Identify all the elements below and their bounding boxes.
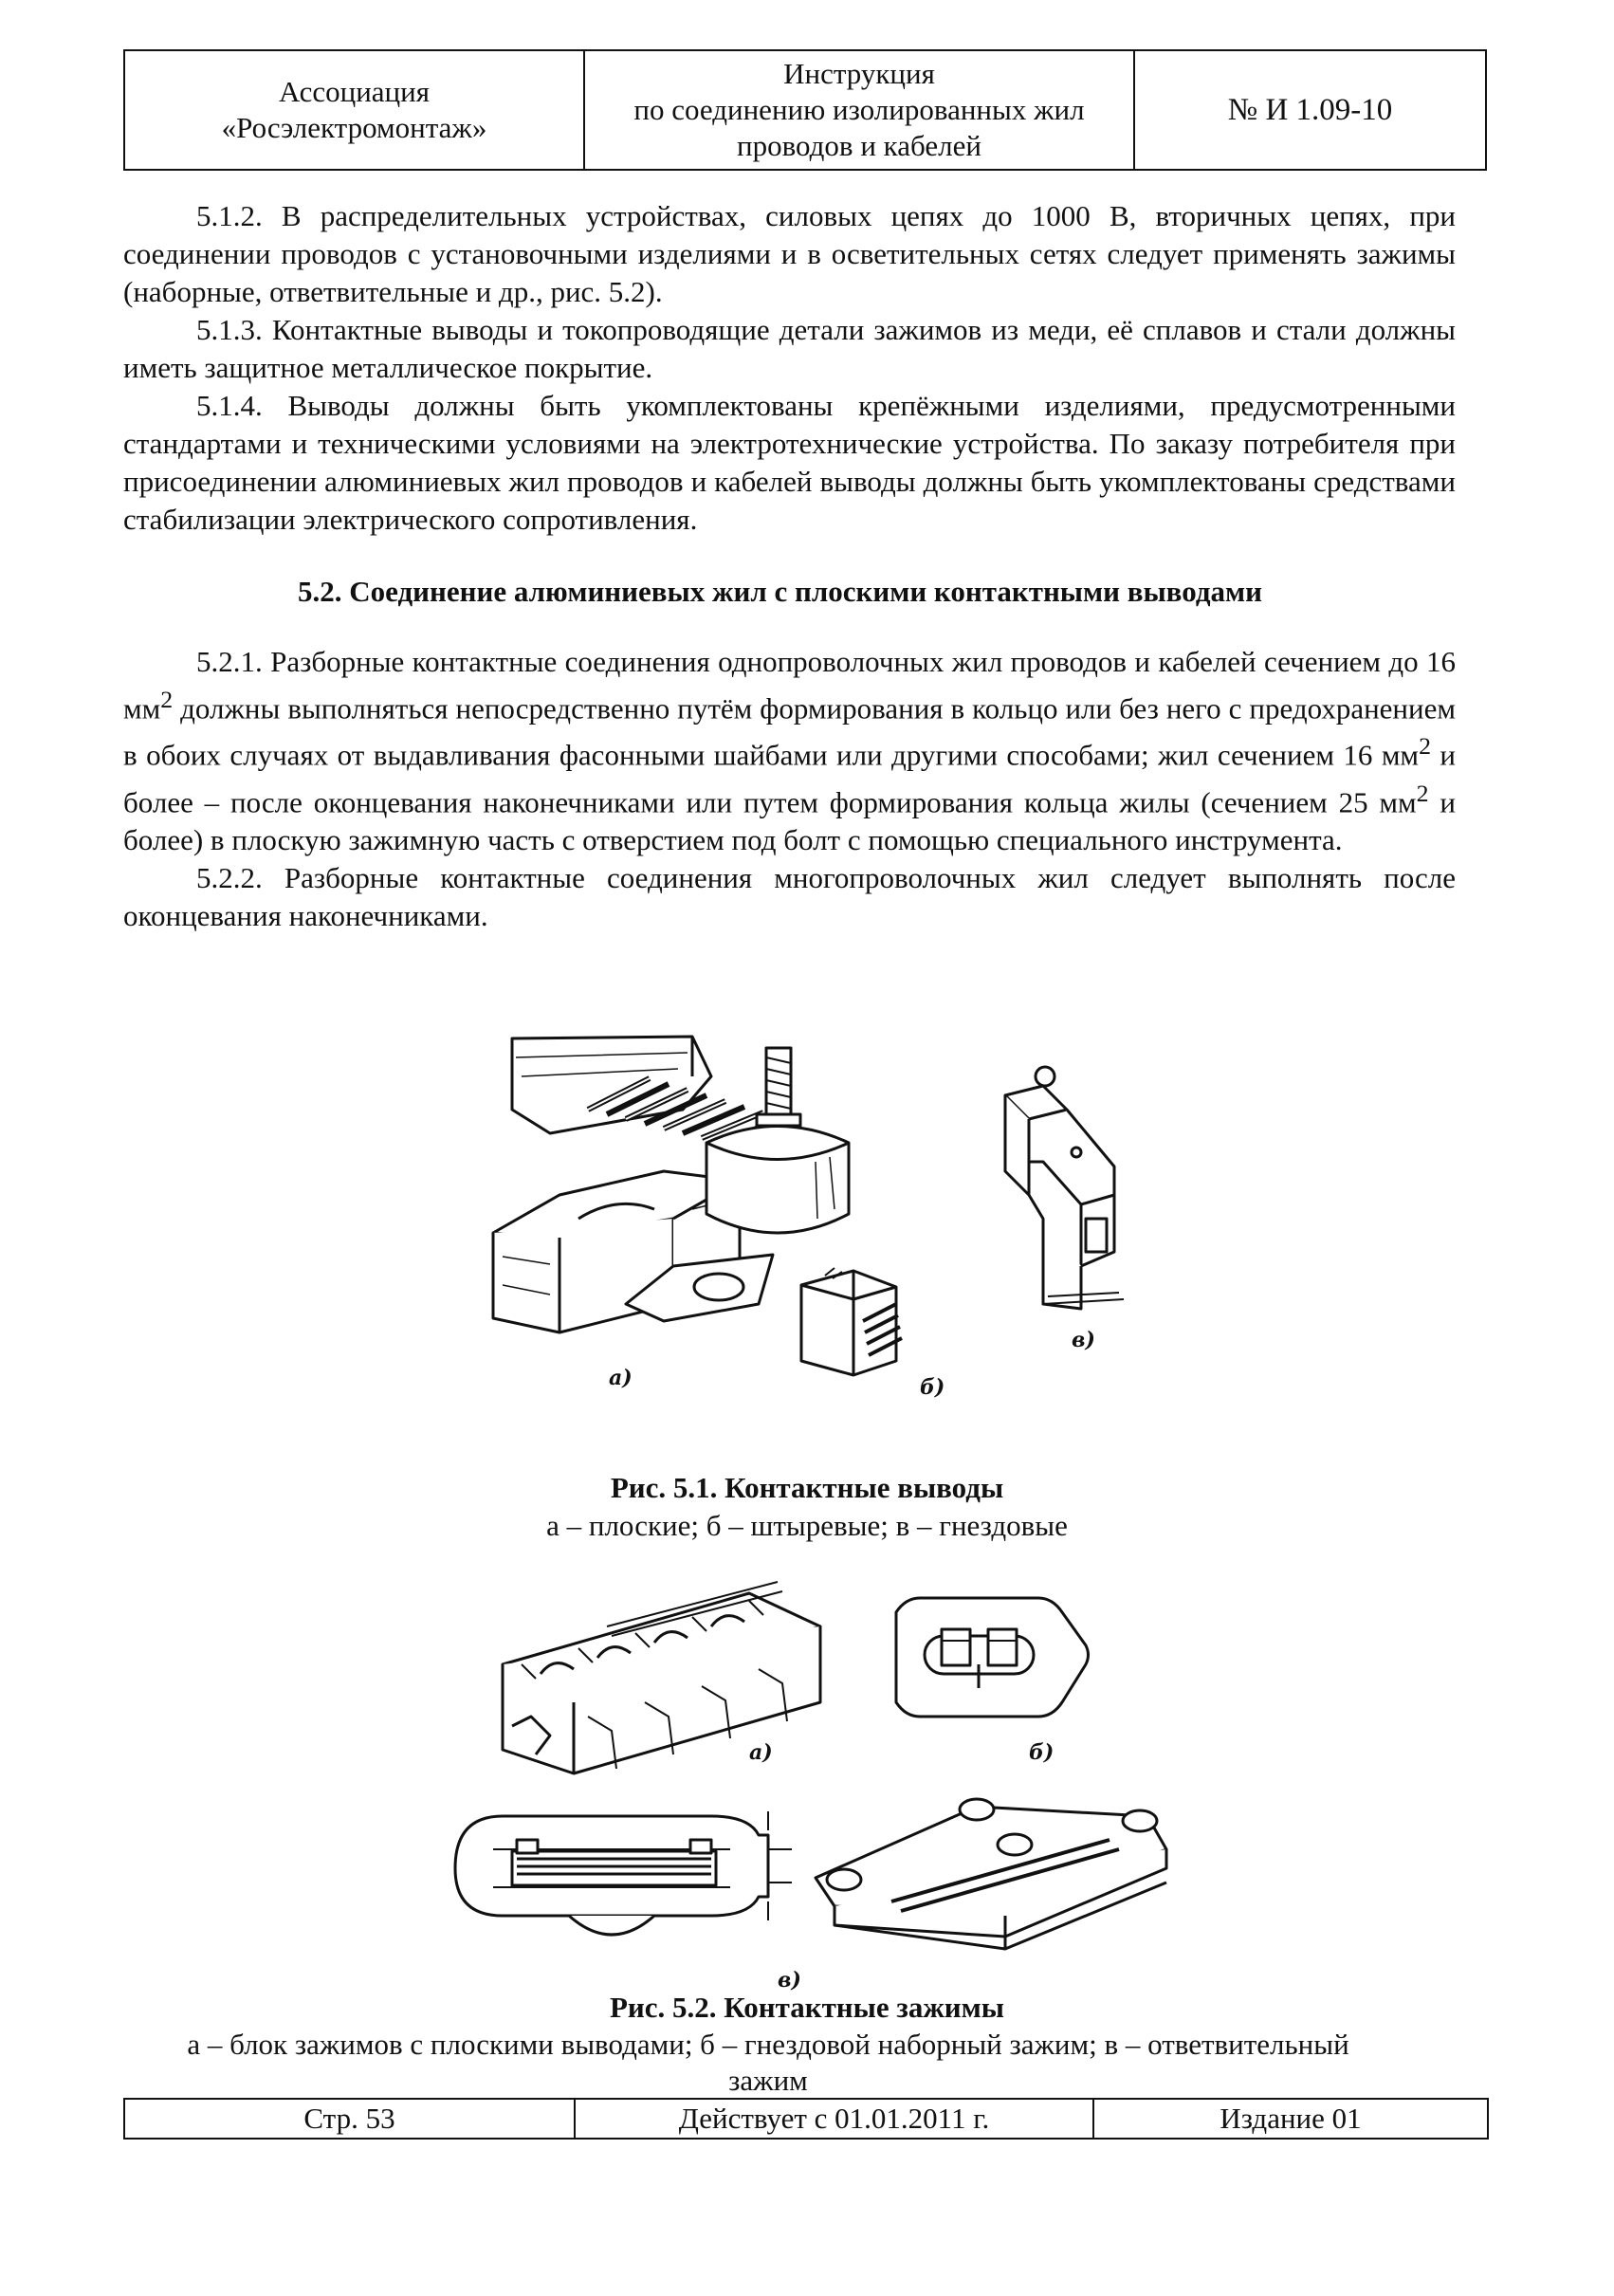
- p521-sup-1: 2: [160, 686, 174, 713]
- doc-title-line2: проводов и кабелей: [737, 129, 981, 162]
- branch-clamp-left-drawing: [455, 1811, 792, 1935]
- socket-set-clamp-drawing: [896, 1598, 1089, 1717]
- paragraph-5-2-1: [123, 643, 1456, 859]
- edition-number: Издание 01: [1220, 2102, 1362, 2135]
- paragraph-5-1-4: 5.1.4. Выводы должны быть укомплектованы крепёжными изделиями, предусмотренными стандартами и техническими условиями на электротехнические устройства. По заказу потребителя при присоединении алюминиевых жил проводов и кабелей выводы должны быть укомплектованы средствами стабилизации электрического сопротивления.: [123, 389, 1456, 536]
- terminal-block-strip-drawing: [503, 1574, 820, 1773]
- doc-title-line1: по соединению изолированных жил: [633, 93, 1085, 126]
- p521-text-b: должны выполняться непосредственно путём формирования в кольцо или без него с предохранением в обоих случаях от выдавливания фасонными шайбами или другими способами; жил сечением 16 мм: [123, 691, 1456, 772]
- fig2-label-b: б): [1029, 1740, 1055, 1765]
- header-number-cell: [1135, 51, 1485, 169]
- figure-5-1-illustration: [474, 1019, 1176, 1437]
- p521-text-c: и более – после оконцевания наконечниками или путем формирования кольца жилы (сечением 25 мм: [123, 738, 1457, 818]
- figure-5-2-caption-title: Рис. 5.2. Контактные зажимы: [610, 1991, 1004, 2024]
- document-body: [123, 197, 1456, 935]
- page-number: Стр. 53: [303, 2102, 395, 2135]
- section-title-5-2: 5.2. Соединение алюминиевых жил с плоскими контактными выводами: [298, 575, 1262, 608]
- figure-5-2-caption-line2: зажим: [728, 2064, 808, 2097]
- flat-terminal-block-drawing: [512, 1037, 782, 1143]
- fig2-label-v: в): [778, 1968, 801, 1993]
- footer-page-cell: [125, 2100, 576, 2138]
- paragraph-5-1-2: 5.1.2. В распределительных устройствах, силовых цепях до 1000 В, вторичных цепях, при соединении проводов с установочными изделиями и в осветительных сетях следует применять зажимы (наборные, ответвительные и др., рис. 5.2).: [123, 199, 1456, 308]
- p521-text-d: и более) в плоскую зажимную часть с отверстием под болт с помощью специального инструмента.: [123, 784, 1457, 856]
- doc-type: Инструкция: [783, 57, 935, 90]
- document-header-table: [123, 49, 1487, 171]
- header-document-cell: [585, 51, 1135, 169]
- socket-terminal-drawing: [1005, 1067, 1124, 1309]
- figure-5-2-caption-subtitle: [95, 2027, 1441, 2099]
- stud-terminal-cylinder-drawing: [706, 1048, 849, 1233]
- org-name-line2: «Росэлектромонтаж»: [221, 111, 487, 144]
- valid-from-date: Действует с 01.01.2011 г.: [678, 2102, 990, 2135]
- org-name-line1: Ассоциация: [278, 75, 430, 108]
- paragraph-5-1-3: 5.1.3. Контактные выводы и токопроводящие детали зажимов из меди, её сплавов и стали должны иметь защитное металлическое покрытие.: [123, 313, 1456, 384]
- footer-valid-from-cell: [576, 2100, 1094, 2138]
- branch-clamp-right-drawing: [816, 1799, 1166, 1949]
- figure-5-2-illustration: [446, 1574, 1204, 2001]
- p521-sup-2: 2: [1419, 732, 1431, 761]
- fig1-label-v: в): [1072, 1328, 1095, 1352]
- pin-terminal-block-drawing: [801, 1268, 902, 1375]
- figure-5-2-caption-line1: а – блок зажимов с плоскими выводами; б – гнездовой наборный зажим; в – ответвительный: [187, 2028, 1349, 2061]
- document-footer-table: [123, 2098, 1489, 2140]
- figure-5-1-caption-subtitle: а – плоские; б – штыревые; в – гнездовые: [546, 1509, 1068, 1542]
- p521-sup-3: 2: [1416, 779, 1429, 807]
- fig1-label-a: а): [609, 1366, 633, 1390]
- figure-5-1-caption-title: Рис. 5.1. Контактные выводы: [610, 1471, 1004, 1504]
- footer-edition-cell: [1094, 2100, 1487, 2138]
- paragraph-5-2-2: 5.2.2. Разборные контактные соединения многопроволочных жил следует выполнять после оконцевания наконечниками.: [123, 860, 1456, 932]
- p521-text-a: 5.2.1. Разборные контактные соединения однопроволочных жил проводов и кабелей сечением до 16 мм: [123, 645, 1456, 726]
- fig2-label-a: а): [749, 1740, 773, 1765]
- fig1-label-b: б): [920, 1375, 945, 1400]
- doc-number: № И 1.09-10: [1227, 93, 1393, 127]
- header-organization-cell: [125, 51, 585, 169]
